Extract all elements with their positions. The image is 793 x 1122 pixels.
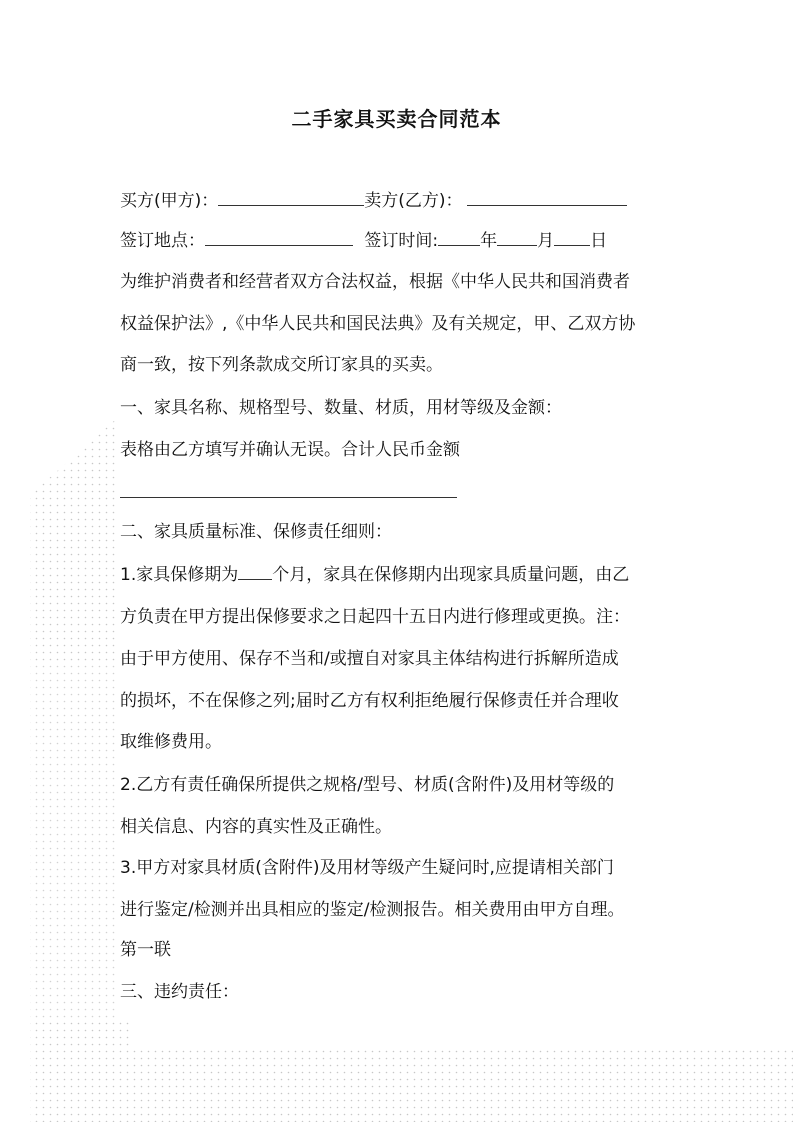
day-label: 日: [590, 231, 608, 251]
parties-line: [120, 189, 627, 213]
intro-line-3: 商一致，按下列条款成交所订家具的买卖。: [120, 355, 443, 375]
month-label: 月: [537, 231, 555, 251]
year-blank[interactable]: [438, 229, 480, 246]
day-blank[interactable]: [554, 229, 590, 246]
clause-1-line-3: 由于甲方使用、保存不当和/或擅自对家具主体结构进行拆解所造成: [120, 649, 619, 669]
seller-label: 卖方(乙方)：: [364, 191, 463, 211]
buyer-blank[interactable]: [218, 189, 364, 206]
signing-line: [120, 229, 607, 253]
intro-line-1: 为维护消费者和经营者双方合法权益，根据《中华人民共和国消费者: [120, 272, 630, 292]
clause-1-prefix: 1.家具保修期为: [120, 565, 239, 585]
contract-title: 二手家具买卖合同范本: [291, 107, 502, 131]
clause-2-line-2: 相关信息、内容的真实性及正确性。: [120, 817, 392, 837]
section-2-heading: 二、家具质量标准、保修责任细则：: [120, 522, 392, 542]
copy-label: 第一联: [120, 940, 171, 960]
buyer-label: 买方(甲方)：: [120, 191, 219, 211]
clause-2-line-1: 2.乙方有责任确保所提供之规格/型号、材质(含附件)及用材等级的: [120, 775, 615, 795]
clause-1-line-5: 取维修费用。: [120, 732, 222, 752]
amount-blank[interactable]: [120, 497, 457, 498]
clause-3-line-1: 3.甲方对家具材质(含附件)及用材等级产生疑问时,应提请相关部门: [120, 858, 614, 878]
place-blank[interactable]: [205, 229, 353, 246]
section-1-text: 表格由乙方填写并确认无误。合计人民币金额: [120, 440, 460, 460]
clause-1-suffix: 个月，家具在保修期内出现家具质量问题，由乙: [272, 565, 630, 585]
year-label: 年: [480, 231, 498, 251]
clause-1-line-2: 方负责在甲方提出保修要求之日起四十五日内进行修理或更换。注：: [120, 607, 630, 627]
month-blank[interactable]: [497, 229, 537, 246]
time-label: 签订时间:: [364, 231, 439, 251]
clause-3-line-2: 进行鉴定/检测并出具相应的鉴定/检测报告。相关费用由甲方自理。: [120, 900, 625, 920]
intro-line-2: 权益保护法》,《中华人民共和国民法典》及有关规定，甲、乙双方协: [120, 314, 636, 334]
section-3-heading: 三、违约责任：: [120, 982, 239, 1002]
place-label: 签订地点：: [120, 231, 205, 251]
clause-1-line-1: [120, 563, 629, 587]
section-1-heading: 一、家具名称、规格型号、数量、材质，用材等级及金额：: [120, 398, 562, 418]
warranty-months-blank[interactable]: [238, 563, 272, 580]
clause-1-line-4: 的损坏，不在保修之列;届时乙方有权利拒绝履行保修责任并合理收: [120, 691, 619, 711]
seller-blank[interactable]: [467, 189, 627, 206]
